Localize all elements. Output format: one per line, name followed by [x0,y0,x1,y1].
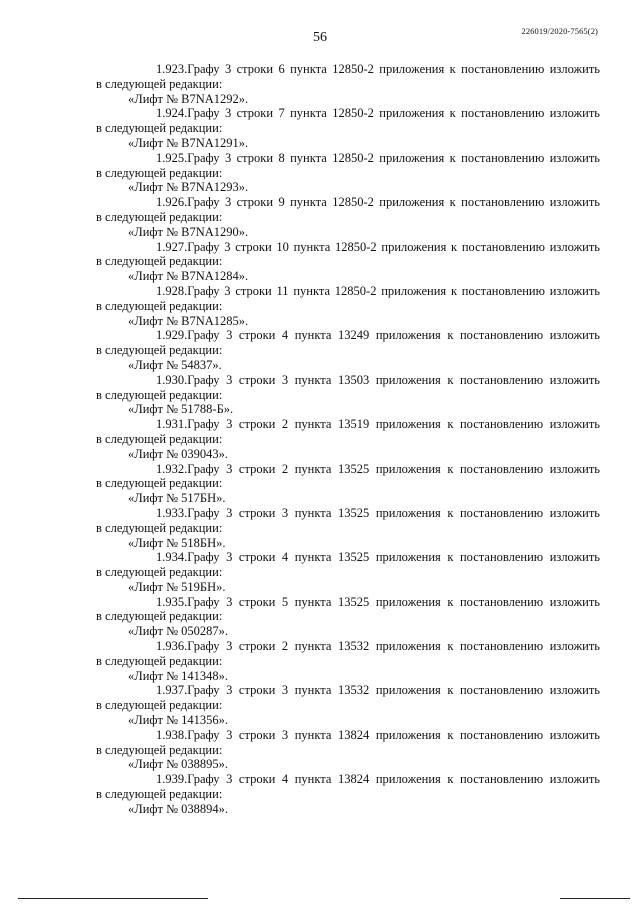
entry-text: Графу 3 строки 9 пункта 12850-2 приложения к постановлению изложить [187,195,600,210]
amendment-entry [96,195,600,239]
entry-continuation: в следующей редакции: [96,431,223,446]
entry-continuation: в следующей редакции: [96,165,223,180]
entry-text: Графу 3 строки 2 пункта 13525 приложения к постановлению изложить [187,461,600,476]
entry-heading-line [96,728,600,743]
entry-number: 1.939. [156,772,188,787]
entry-continuation: в следующей редакции: [96,209,223,224]
entry-heading-line [96,417,600,432]
entry-number: 1.937. [156,683,188,698]
entry-continuation: в следующей редакции: [96,609,223,624]
entry-text: Графу 3 строки 4 пункта 13824 приложения к постановлению изложить [187,772,600,787]
entry-number: 1.927. [156,239,188,254]
entry-continuation: в следующей редакции: [96,343,223,358]
amendment-entry [96,728,600,772]
entry-number: 1.936. [156,639,188,654]
entry-heading-line [96,328,600,343]
amendment-entry [96,506,600,550]
entry-number: 1.931. [156,417,188,432]
entry-text: Графу 3 строки 4 пункта 13249 приложения к постановлению изложить [187,328,600,343]
amendment-entry [96,417,600,461]
entry-number: 1.933. [156,505,188,520]
amendment-entry [96,550,600,594]
entry-number: 1.926. [156,195,188,210]
amendment-entry [96,683,600,727]
entry-value: «Лифт № B7NA1284». [128,269,249,284]
entry-value: «Лифт № B7NA1285». [128,313,249,328]
entry-value: «Лифт № 519БН». [128,579,226,594]
entry-heading-line [96,462,600,477]
amendment-entry [96,328,600,372]
entry-heading-line [96,595,600,610]
entry-continuation: в следующей редакции: [96,298,223,313]
entry-continuation: в следующей редакции: [96,742,223,757]
entry-number: 1.928. [156,283,188,298]
footer-rule-left [18,898,208,899]
entry-text: Графу 3 строки 6 пункта 12850-2 приложения к постановлению изложить [187,62,600,76]
entry-value: «Лифт № 518БН». [128,535,226,550]
amendment-entry [96,462,600,506]
amendment-entry [96,151,600,195]
entry-text: Графу 3 строки 8 пункта 12850-2 приложения к постановлению изложить [187,150,600,165]
entry-text: Графу 3 строки 3 пункта 13503 приложения к постановлению изложить [187,372,600,387]
entry-heading-line [96,373,600,388]
entry-heading-line [96,151,600,166]
page-number: 56 [313,30,327,45]
entry-text: Графу 3 строки 3 пункта 13824 приложения к постановлению изложить [187,727,600,742]
entry-continuation: в следующей редакции: [96,76,223,91]
entry-value: «Лифт № B7NA1293». [128,180,249,195]
entry-number: 1.924. [156,106,188,121]
entry-value: «Лифт № 141356». [128,713,229,728]
entry-heading-line [96,772,600,787]
entry-value: «Лифт № 038894». [128,801,229,816]
entry-value: «Лифт № 54837». [128,357,222,372]
entry-continuation: в следующей редакции: [96,121,223,136]
entry-value: «Лифт № B7NA1290». [128,224,249,239]
entry-continuation: в следующей редакции: [96,254,223,269]
entry-value: «Лифт № 038895». [128,757,229,772]
amendment-entry [96,595,600,639]
entry-heading-line [96,62,600,77]
entry-text: Графу 3 строки 2 пункта 13532 приложения к постановлению изложить [187,639,600,654]
entry-number: 1.923. [156,62,188,76]
document-body [96,62,600,817]
entry-continuation: в следующей редакции: [96,387,223,402]
entry-text: Графу 3 строки 4 пункта 13525 приложения к постановлению изложить [187,550,600,565]
entry-continuation: в следующей редакции: [96,520,223,535]
entry-text: Графу 3 строки 10 пункта 12850-2 приложения к постановлению изложить [187,239,600,254]
entry-heading-line [96,240,600,255]
entry-value: «Лифт № 050287». [128,624,229,639]
entry-text: Графу 3 строки 3 пункта 13532 приложения к постановлению изложить [187,683,600,698]
entry-continuation: в следующей редакции: [96,476,223,491]
amendment-entry [96,772,600,816]
entry-value: «Лифт № 517БН». [128,491,226,506]
entry-text: Графу 3 строки 3 пункта 13525 приложения к постановлению изложить [187,505,600,520]
entry-continuation: в следующей редакции: [96,698,223,713]
entry-number: 1.932. [156,461,188,476]
entry-heading-line [96,106,600,121]
entry-number: 1.934. [156,550,188,565]
entry-heading-line [96,284,600,299]
entry-number: 1.929. [156,328,188,343]
entry-text: Графу 3 строки 5 пункта 13525 приложения к постановлению изложить [187,594,600,609]
entry-text: Графу 3 строки 11 пункта 12850-2 приложения к постановлению изложить [187,283,600,298]
entry-heading-line [96,195,600,210]
entry-value: «Лифт № B7NA1291». [128,135,249,150]
entry-value: «Лифт № 51788-Б». [128,402,234,417]
document-id: 226019/2020-7565(2) [521,26,598,36]
entry-continuation: в следующей редакции: [96,565,223,580]
entry-heading-line [96,683,600,698]
amendment-entry [96,106,600,150]
entry-continuation: в следующей редакции: [96,653,223,668]
amendment-entry [96,639,600,683]
entry-continuation: в следующей редакции: [96,787,223,802]
entry-value: «Лифт № B7NA1292». [128,91,249,106]
amendment-entry [96,240,600,284]
entry-value: «Лифт № 141348». [128,668,229,683]
entry-number: 1.938. [156,727,188,742]
entry-text: Графу 3 строки 2 пункта 13519 приложения к постановлению изложить [187,417,600,432]
amendment-entry [96,62,600,106]
entry-heading-line [96,550,600,565]
entry-text: Графу 3 строки 7 пункта 12850-2 приложения к постановлению изложить [187,106,600,121]
amendment-entry [96,373,600,417]
entry-value: «Лифт № 039043». [128,446,229,461]
entry-number: 1.935. [156,594,188,609]
entry-number: 1.925. [156,150,188,165]
entry-number: 1.930. [156,372,188,387]
entry-heading-line [96,506,600,521]
amendment-entry [96,284,600,328]
footer-rule-right [560,898,630,899]
entry-heading-line [96,639,600,654]
